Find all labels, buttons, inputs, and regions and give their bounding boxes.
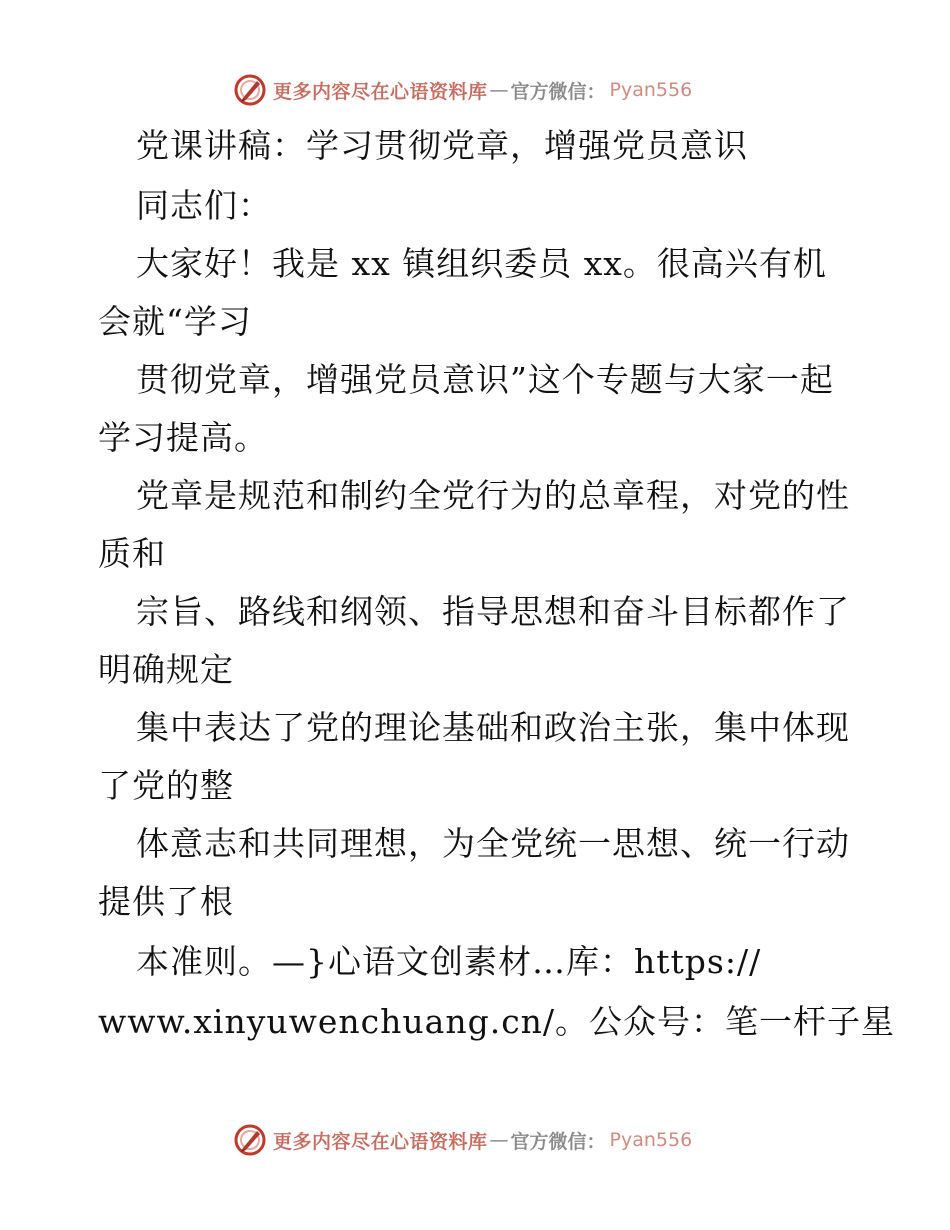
banner-dash: — [489,1129,509,1151]
pen-circle-logo-icon [233,73,267,107]
text-line: 会就“学习 [98,302,252,341]
header-banner [0,70,950,110]
salutation: 同志们： [136,186,272,225]
text-line: 宗旨、路线和纲领、指导思想和奋斗目标都作了 [136,592,850,631]
text-line: 本准则。—}心语文创素材…库：https:// [136,942,762,981]
banner-content [233,72,692,108]
pen-circle-logo-icon [233,1123,267,1157]
text-line: 提供了根 [98,882,234,921]
banner-wechat-id: Pyan556 [609,1129,693,1151]
text-line: 贯彻党章，增强党员意识”这个专题与大家一起 [136,360,834,399]
text-line: 了党的整 [98,766,234,805]
banner-dash: — [489,79,509,101]
text-line: 党章是规范和制约全党行为的总章程，对党的性 [136,476,850,515]
text-line: www.xinyuwenchuang.cn/。公众号：笔一杆子星 [98,1002,896,1041]
text-line: 明确规定 [98,650,234,689]
text-line: 体意志和共同理想，为全党统一思想、统一行动 [136,824,850,863]
banner-wechat-label: 官方微信： [510,1130,606,1153]
text-line: 学习提高。 [98,418,268,457]
banner-main-text: 更多内容尽在心语资料库 [273,1130,488,1153]
text-line: 集中表达了党的理论基础和政治主张，集中体现 [136,708,850,747]
banner-content [233,1122,692,1158]
footer-banner [0,1120,950,1160]
document-title: 党课讲稿：学习贯彻党章，增强党员意识 [136,126,748,165]
banner-wechat-id: Pyan556 [609,79,693,101]
banner-main-text: 更多内容尽在心语资料库 [273,80,488,103]
text-line: 质和 [98,534,166,573]
banner-wechat-label: 官方微信： [510,80,606,103]
text-line: 大家好！我是 xx 镇组织委员 xx。很高兴有机 [136,244,827,283]
